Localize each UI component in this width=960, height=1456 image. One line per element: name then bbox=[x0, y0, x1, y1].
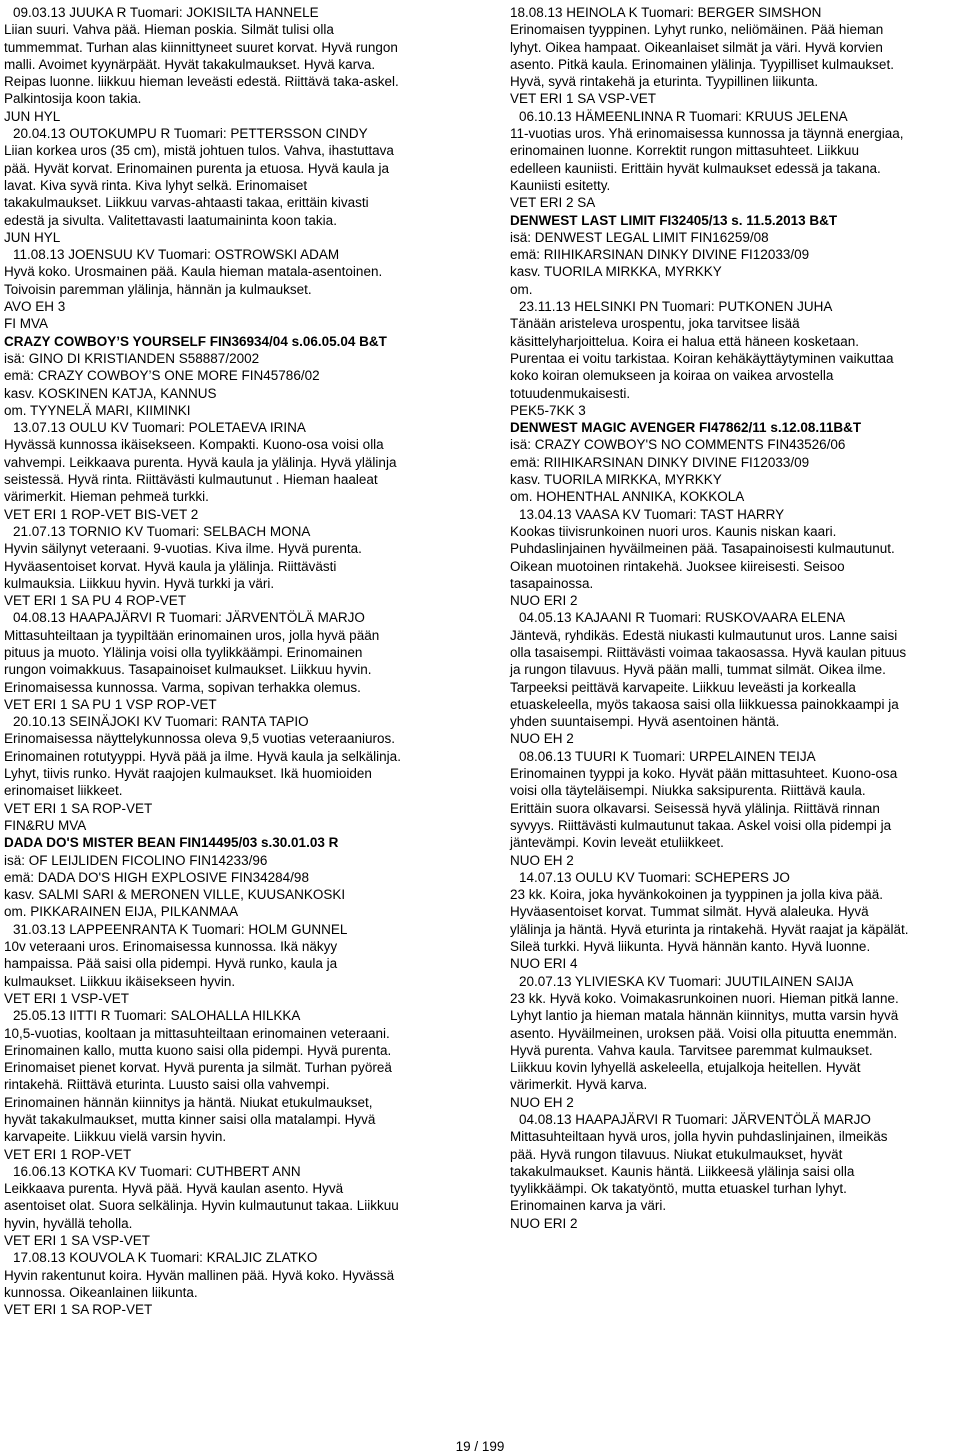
show-entry-line: 17.08.13 KOUVOLA K Tuomari: KRALJIC ZLATKO bbox=[13, 1250, 318, 1266]
text-line: FI MVA bbox=[4, 316, 49, 332]
text-line: voisi olla täyteläisempi. Niukka saksipurenta. Riittävä kaula. bbox=[510, 783, 866, 799]
text-line: Oikean muotoinen rintakehä. Juoksee kiireisesti. Seisoo bbox=[510, 558, 845, 574]
show-entry-line: 13.04.13 VAASA KV Tuomari: TAST HARRY bbox=[519, 506, 785, 522]
show-entry-line: 04.05.13 KAJAANI R Tuomari: RUSKOVAARA ELENA bbox=[519, 610, 846, 626]
text-line: 10v veteraani uros. Erinomaisessa kunnossa. Ikä näkyy bbox=[4, 939, 338, 955]
text-line: NUO EH 2 bbox=[510, 1094, 574, 1110]
show-entry-line: 20.10.13 SEINÄJOKI KV Tuomari: RANTA TAPIO bbox=[13, 714, 309, 730]
text-line: Purentaa ei voitu tarkistaa. Koiran kehäkäyttäytyminen vaikuttaa bbox=[510, 350, 894, 366]
text-line: tyylikkäämpi. Ok takatyöntö, mutta etuaskel turhan lyhyt. bbox=[510, 1181, 847, 1197]
text-line: kasv. KOSKINEN KATJA, KANNUS bbox=[4, 385, 217, 401]
text-line: isä: GINO DI KRISTIANDEN S58887/2002 bbox=[4, 350, 260, 366]
show-entry-line: 08.06.13 TUURI K Tuomari: URPELAINEN TEIJA bbox=[519, 748, 816, 764]
text-line: Tänään aristeleva urospentu, joka tarvitsee lisää bbox=[510, 316, 800, 332]
text-line: kasv. SALMI SARI & MERONEN VILLE, KUUSANKOSKI bbox=[4, 887, 346, 903]
show-entry-line: 11.08.13 JOENSUU KV Tuomari: OSTROWSKI ADAM bbox=[13, 247, 340, 263]
text-line: pää. Hyvä rungon tilavuus. Niukat etukulmaukset, hyvät bbox=[510, 1146, 843, 1162]
text-line: emä: RIIHIKARSINAN DINKY DIVINE FI12033/09 bbox=[510, 454, 810, 470]
text-line: olla tasaisempi. Riittävästi voimaa takaosassa. Hyvä kaulan pituus bbox=[510, 644, 907, 660]
text-line: Liian korkea uros (35 cm), mistä johtuen tulos. Vahva, ihastuttava bbox=[4, 143, 394, 159]
show-entry-line: 13.07.13 OULU KV Tuomari: POLETAEVA IRINA bbox=[13, 420, 306, 436]
text-line: Hyvä purenta. Vahva kaula. Tarvitsee paremmat kulmaukset. bbox=[510, 1042, 873, 1058]
text-line: om. PIKKARAINEN EIJA, PILKANMAA bbox=[4, 904, 239, 920]
text-line: pää. Hyvät korvat. Erinomainen purenta ja etuosa. Hyvä kaula ja bbox=[4, 160, 389, 176]
dog-name-line: DENWEST LAST LIMIT FI32405/13 s. 11.5.2013 B&T bbox=[510, 212, 838, 228]
text-line: lavat. Kiva syvä rinta. Kiva lyhyt selkä. Erinomaiset bbox=[4, 177, 308, 193]
text-line: 23 kk. Hyvä koko. Voimakasrunkoinen nuori. Hieman pitkä lanne. bbox=[510, 990, 899, 1006]
text-line: Hyvin rakentunut koira. Hyvän mallinen pää. Hyvä koko. Hyvässä bbox=[4, 1267, 395, 1283]
text-line: Hyväasentoiset korvat. Hyvä kaula ja ylälinja. Riittävästi bbox=[4, 558, 337, 574]
text-line: 11-vuotias uros. Yhä erinomaisessa kunnossa ja täynnä energiaa, bbox=[510, 126, 904, 142]
text-line: vahvempi. Leikkaava purenta. Hyvä kaula ja ylälinja. Hyvä ylälinja bbox=[4, 454, 397, 470]
text-line: isä: DENWEST LEGAL LIMIT FIN16259/08 bbox=[510, 229, 769, 245]
text-line: hyvin, hyvällä teholla. bbox=[4, 1215, 133, 1231]
text-line: Erittäin suora olkavarsi. Seisessä hyvä ylälinja. Riittävä rinnan bbox=[510, 800, 880, 816]
text-line: etuaskeleella, myös takaosa saisi olla liikkuessa painokkaampi ja bbox=[510, 696, 899, 712]
text-line: rungon voimakkuus. Tasapainoiset kulmaukset. Liikkuu hyvin. bbox=[4, 662, 372, 678]
text-line: erinomaiset liikkeet. bbox=[4, 783, 123, 799]
text-line: emä: CRAZY COWBOY’S ONE MORE FIN45786/02 bbox=[4, 368, 320, 384]
text-line: Reipas luonne. liikkuu hieman leveästi edestä. Riittävä taka-askel. bbox=[4, 74, 399, 90]
left-column bbox=[4, 4, 480, 1319]
text-line: Lyhyt, tiivis runko. Hyvät raajojen kulmaukset. Ikä huomioiden bbox=[4, 766, 372, 782]
show-entry-line: 23.11.13 HELSINKI PN Tuomari: PUTKONEN JUHA bbox=[519, 299, 833, 315]
show-entry-line: 09.03.13 JUUKA R Tuomari: JOKISILTA HANNELE bbox=[13, 5, 319, 20]
show-entry-line: 04.08.13 HAAPAJÄRVI R Tuomari: JÄRVENTÖLÄ MARJO bbox=[519, 1112, 871, 1127]
text-line: emä: RIIHIKARSINAN DINKY DIVINE FI12033/09 bbox=[510, 247, 810, 263]
text-line: Erinomaisen tyyppinen. Lyhyt runko, neliömäinen. Pää hieman bbox=[510, 22, 884, 38]
text-line: hampaissa. Pää saisi olla pidempi. Hyvä runko, kaula ja bbox=[4, 956, 338, 972]
text-line: edestä ja sivulta. Valitettavasti laatumaininta koon takia. bbox=[4, 212, 337, 228]
text-line: Leikkaava purenta. Hyvä pää. Hyvä kaulan asento. Hyvä bbox=[4, 1181, 344, 1197]
text-line: malli. Avoimet kyynärpäät. Hyvät takakulmaukset. Hyvä karva. bbox=[4, 56, 376, 72]
text-line: Hyvä, syvä rintakehä ja eturinta. Tyypillinen liikunta. bbox=[510, 74, 819, 90]
text-line: Mittasuhteiltaan hyvä uros, jolla hyvin puhdaslinjainen, ilmeikäs bbox=[510, 1129, 888, 1145]
text-line: NUO ERI 2 bbox=[510, 1215, 578, 1231]
text-line: AVO EH 3 bbox=[4, 299, 66, 315]
text-line: värimerkit. Hyvä karva. bbox=[510, 1077, 648, 1093]
show-entry-line: 06.10.13 HÄMEENLINNA R Tuomari: KRUUS JELENA bbox=[519, 108, 848, 124]
dog-name-line: DENWEST MAGIC AVENGER FI47862/11 s.12.08.11B&T bbox=[510, 420, 862, 436]
text-line: Hyvä koko. Urosmainen pää. Kaula hieman matala-asentoinen. bbox=[4, 264, 383, 280]
text-line: FIN&RU MVA bbox=[4, 817, 87, 833]
text-line: VET ERI 1 ROP-VET BIS-VET 2 bbox=[4, 506, 199, 522]
text-line: tummemmat. Turhan alas kiinnittyneet suuret korvat. Hyvä rungon bbox=[4, 39, 398, 55]
text-line: Erinomaisessa kunnossa. Varma, sopivan terhakka olemus. bbox=[4, 679, 361, 695]
right-column bbox=[510, 4, 956, 1232]
text-line: Erinomainen kallo, mutta kuono saisi olla pidempi. Hyvä purenta. bbox=[4, 1042, 392, 1058]
text-line: koko koiran olemukseen ja koiraa on vaikea arvostella bbox=[510, 368, 834, 384]
text-line: värimerkit. Hieman pehmeä turkki. bbox=[4, 489, 209, 505]
text-line: Toivoisin paremman ylälinja, hännän ja kulmaukset. bbox=[4, 281, 312, 297]
page-number: 19 / 199 bbox=[455, 1439, 505, 1454]
show-entry-line: 04.08.13 HAAPAJÄRVI R Tuomari: JÄRVENTÖLÄ MARJO bbox=[13, 610, 365, 626]
text-line: Erinomaisessa näyttelykunnossa oleva 9,5 vuotias veteraaniuros. bbox=[4, 731, 395, 747]
text-line: Erinomaiset pienet korvat. Hyvä purenta ja silmät. Turhan pyöreä bbox=[4, 1060, 392, 1076]
dog-name-line: DADA DO'S MISTER BEAN FIN14495/03 s.30.01.03 R bbox=[4, 835, 339, 851]
text-line: JUN HYL bbox=[4, 108, 61, 124]
text-line: asento. Pitkä kaula. Erinomainen ylälinja. Tyypilliset kulmaukset. bbox=[510, 56, 894, 72]
text-line: seistessä. Hyvä rinta. Riittävästi kulmautunut . Hieman haaleat bbox=[4, 472, 378, 488]
text-line: edelleen kauniisti. Erittäin hyvät kulmaukset edessä ja takana. bbox=[510, 160, 881, 176]
text-line: Hyväasentoiset korvat. Tummat silmät. Hyvä alaleuka. Hyvä bbox=[510, 904, 869, 920]
text-line: VET ERI 1 SA VSP-VET bbox=[4, 1233, 151, 1249]
text-line: ylälinja ja häntä. Hyvä eturinta ja rintakehä. Hyvät raajat ja käpälät. bbox=[510, 921, 909, 937]
text-line: VET ERI 1 SA ROP-VET bbox=[4, 800, 153, 816]
text-line: takakulmaukset. Kaunis häntä. Liikkeesä ylälinja saisi olla bbox=[510, 1163, 855, 1179]
text-line: rintakehä. Riittävä eturinta. Luusto saisi olla vahvempi. bbox=[4, 1077, 330, 1093]
show-entry-line: 21.07.13 TORNIO KV Tuomari: SELBACH MONA bbox=[13, 523, 311, 539]
dog-name-line: CRAZY COWBOY’S YOURSELF FIN36934/04 s.06.05.04 B&T bbox=[4, 333, 387, 349]
show-entry-line: 14.07.13 OULU KV Tuomari: SCHEPERS JO bbox=[519, 869, 790, 885]
text-line: om. HOHENTHAL ANNIKA, KOKKOLA bbox=[510, 489, 745, 505]
text-line: VET ERI 1 SA VSP-VET bbox=[510, 91, 657, 107]
text-line: ja rungon tilavuus. Hyvä pään malli, tummat silmät. Oikea ilme. bbox=[510, 662, 886, 678]
text-line: Kauniisti esitetty. bbox=[510, 177, 611, 193]
text-line: Erinomainen rotutyyppi. Hyvä pää ja ilme. Hyvä kaula ja selkälinja. bbox=[4, 748, 401, 764]
text-line: om. TYYNELÄ MARI, KIIMINKI bbox=[4, 402, 191, 418]
text-line: kunnossa. Oikeanlainen liikunta. bbox=[4, 1284, 198, 1300]
text-line: tasapainossa. bbox=[510, 575, 594, 591]
text-line: Puhdaslinjainen hyväilmeinen pää. Tasapainoisesti kulmautunut. bbox=[510, 541, 895, 557]
show-entry-line: 31.03.13 LAPPEENRANTA K Tuomari: HOLM GUNNEL bbox=[13, 921, 348, 937]
text-line: Kookas tiivisrunkoinen nuori uros. Kaunis niskan kaari. bbox=[510, 523, 837, 539]
text-line: takakulmaukset. Liikkuu varvas-ahtaasti takaa, erittäin kivasti bbox=[4, 195, 369, 211]
text-line: Palkintosija koon takia. bbox=[4, 91, 142, 107]
text-line: isä: CRAZY COWBOY'S NO COMMENTS FIN43526/06 bbox=[510, 437, 846, 453]
text-line: pituus ja muoto. Ylälinja voisi olla tyylikkäämpi. Erinomainen bbox=[4, 644, 363, 660]
text-line: kasv. TUORILA MIRKKA, MYRKKY bbox=[510, 264, 722, 280]
text-line: hyvät takakulmaukset, mutta kinner saisi olla matalampi. Hyvä bbox=[4, 1112, 376, 1127]
text-line: Erinomainen hännän kiinnitys ja häntä. Niukat etukulmaukset, bbox=[4, 1094, 373, 1110]
text-line: NUO ERI 4 bbox=[510, 956, 578, 972]
text-line: kasv. TUORILA MIRKKA, MYRKKY bbox=[510, 472, 722, 488]
text-line: syvyys. Riittävästi kulmautunut takaa. Askel voisi olla pidempi ja bbox=[510, 817, 892, 833]
text-line: VET ERI 1 VSP-VET bbox=[4, 990, 130, 1006]
text-line: VET ERI 1 SA ROP-VET bbox=[4, 1302, 153, 1318]
text-line: Erinomainen tyyppi ja koko. Hyvät pään mittasuhteet. Kuono-osa bbox=[510, 766, 898, 782]
text-line: JUN HYL bbox=[4, 229, 61, 245]
text-line: om. bbox=[510, 281, 533, 297]
text-line: NUO EH 2 bbox=[510, 731, 574, 747]
text-line: yhden suuntaisempi. Hyvä asentoinen häntä. bbox=[510, 714, 780, 730]
text-line: VET ERI 2 SA bbox=[510, 195, 596, 211]
text-line: Hyvin säilynyt veteraani. 9-vuotias. Kiva ilme. Hyvä purenta. bbox=[4, 541, 362, 557]
show-entry-line: 20.04.13 OUTOKUMPU R Tuomari: PETTERSSON CINDY bbox=[13, 126, 368, 142]
text-line: erinomainen luonne. Korrektit rungon mittasuhteet. Liikkuu bbox=[510, 143, 859, 159]
text-line: Mittasuhteiltaan ja tyypiltään erinomainen uros, jolla hyvä pään bbox=[4, 627, 380, 643]
text-line: VET ERI 1 ROP-VET bbox=[4, 1146, 132, 1162]
text-line: 23 kk. Koira, joka hyvänkokoinen ja tyyppinen ja jolla kiva pää. bbox=[510, 887, 883, 903]
text-line: Sileä turkki. Hyvä liikunta. Hyvä hännän kanto. Hyvä luonne. bbox=[510, 939, 871, 955]
text-line: totuudenmukaisesti. bbox=[510, 385, 631, 401]
text-line: Liian suuri. Vahva pää. Hieman poskia. Silmät tulisi olla bbox=[4, 22, 334, 38]
text-line: Erinomainen karva ja väri. bbox=[510, 1198, 667, 1214]
text-line: NUO ERI 2 bbox=[510, 593, 578, 609]
text-line: Tarpeeksi peittävä karvapeite. Liikkuu leveästi ja korkealla bbox=[510, 679, 856, 695]
text-line: VET ERI 1 SA PU 4 ROP-VET bbox=[4, 593, 187, 609]
text-line: 18.08.13 HEINOLA K Tuomari: BERGER SIMSHON bbox=[510, 5, 822, 20]
text-line: emä: DADA DO'S HIGH EXPLOSIVE FIN34284/98 bbox=[4, 869, 309, 885]
text-line: PEK5-7KK 3 bbox=[510, 402, 586, 418]
show-entry-line: 25.05.13 IITTI R Tuomari: SALOHALLA HILKKA bbox=[13, 1008, 301, 1024]
text-line: Jäntevä, ryhdikäs. Edestä niukasti kulmautunut uros. Lanne saisi bbox=[510, 627, 898, 643]
show-entry-line: 20.07.13 YLIVIESKA KV Tuomari: JUUTILAINEN SAIJA bbox=[519, 973, 854, 989]
text-line: lyhyt. Oikea hampaat. Oikeanlaiset silmät ja väri. Hyvä korvien bbox=[510, 39, 883, 55]
text-line: Hyvässä kunnossa ikäisekseen. Kompakti. Kuono-osa voisi olla bbox=[4, 437, 384, 453]
text-line: Lyhyt lantio ja hieman matala hännän kiinnitys, mutta varsin hyvä bbox=[510, 1008, 899, 1024]
text-line: kulmauksia. Liikkuu hyvin. Hyvä turkki ja väri. bbox=[4, 575, 275, 591]
text-line: asento. Hyväilmeinen, uroksen pää. Voisi olla pituutta enemmän. bbox=[510, 1025, 898, 1041]
text-line: kulmaukset. Liikkuu ikäisekseen hyvin. bbox=[4, 973, 236, 989]
text-line: VET ERI 1 SA PU 1 VSP ROP-VET bbox=[4, 696, 217, 712]
text-line: asentoiset olat. Suora selkälinja. Hyvin kulmautunut takaa. Liikkuu bbox=[4, 1198, 399, 1214]
show-entry-line: 16.06.13 KOTKA KV Tuomari: CUTHBERT ANN bbox=[13, 1163, 301, 1179]
text-line: jäntevämpi. Kovin leveät etuliikkeet. bbox=[510, 835, 724, 851]
text-line: käsittelyharjoittelua. Koira ei halua että häneen kosketaan. bbox=[510, 333, 859, 349]
text-line: isä: OF LEIJLIDEN FICOLINO FIN14233/96 bbox=[4, 852, 268, 868]
text-line: karvapeite. Liikkuu vielä varsin hyvin. bbox=[4, 1129, 227, 1145]
text-line: 10,5-vuotias, kooltaan ja mittasuhteiltaan erinomainen veteraani. bbox=[4, 1025, 390, 1041]
text-line: Liikkuu kovin lyhyellä askeleella, etujalkoja heitellen. Hyvät bbox=[510, 1060, 861, 1076]
text-line: NUO EH 2 bbox=[510, 852, 574, 868]
